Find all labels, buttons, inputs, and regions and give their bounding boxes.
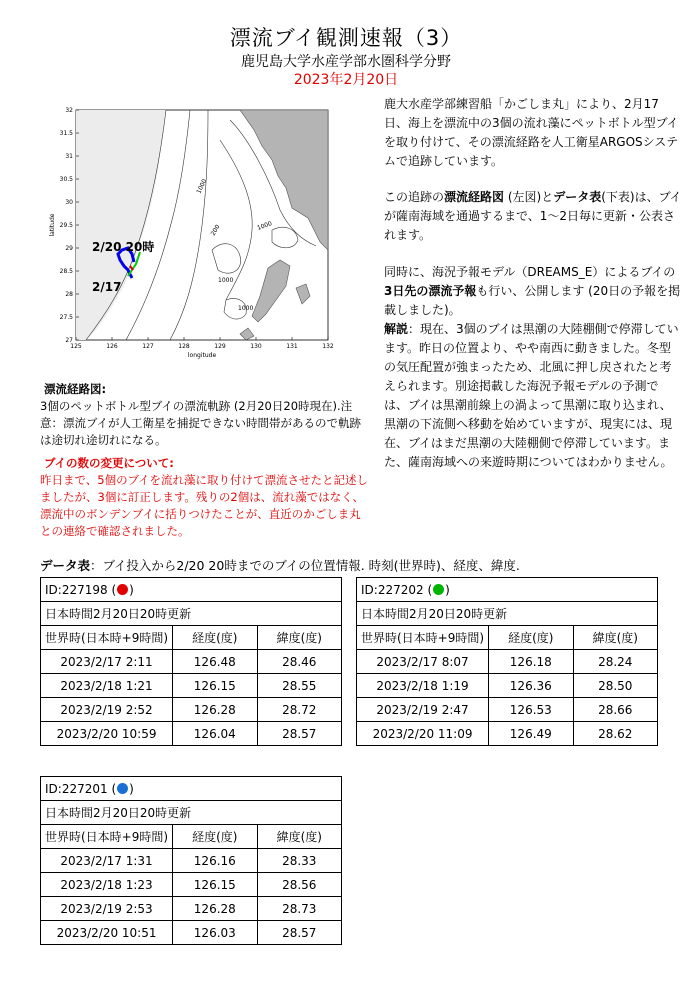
y-tick-label: 30.5: [59, 176, 73, 183]
table-cell: 28.55: [257, 674, 341, 698]
table-cell: 2023/2/17 2:11: [41, 650, 173, 674]
table-cell: 2023/2/19 2:52: [41, 698, 173, 722]
buoy-table-227198: [40, 577, 342, 746]
y-tick-label: 30: [65, 199, 73, 206]
table-cell: 2023/2/19 2:53: [41, 897, 173, 921]
text-span: ID:227202 (: [361, 582, 433, 597]
table-row: [41, 873, 342, 897]
map-caption: [40, 381, 370, 449]
table-cell: 28.33: [257, 849, 341, 873]
text-span: ): [129, 582, 134, 597]
table-cell: 2023/2/20 10:59: [41, 722, 173, 746]
x-tick-label: 131: [286, 343, 298, 350]
text-span: データ表: [553, 190, 602, 204]
table-cell: 126.48: [173, 650, 257, 674]
table-updated-cell: 日本時間2月20日20時更新: [41, 801, 342, 825]
color-dot-icon: [117, 783, 128, 794]
table-row: [41, 921, 342, 945]
table-id-cell: [41, 777, 342, 801]
annotation-end: 2/20 20時: [92, 240, 155, 254]
table-header-cell: 世界時(日本時+9時間): [41, 825, 173, 849]
text-span: (左図)と: [504, 190, 554, 204]
text-span: ): [129, 781, 134, 796]
notice-heading: ブイの数の変更について:: [44, 456, 174, 470]
table-cell: 2023/2/19 2:47: [357, 698, 489, 722]
table-cell: 126.04: [173, 722, 257, 746]
table-row: [357, 698, 658, 722]
table-updated-cell: 日本時間2月20日20時更新: [41, 602, 342, 626]
table-cell: 126.15: [173, 674, 257, 698]
data-table-heading: [40, 556, 680, 574]
x-tick-label: 132: [322, 343, 334, 350]
table-cell: 2023/2/17 1:31: [41, 849, 173, 873]
y-tick-label: 32: [65, 107, 73, 114]
y-axis-label: latitude: [49, 213, 56, 237]
table-cell: 126.53: [489, 698, 573, 722]
page-title: 漂流ブイ観測速報（3）: [229, 26, 463, 50]
y-tick-label: 31.5: [59, 130, 73, 137]
x-tick-label: 127: [142, 343, 154, 350]
map-caption-heading: 漂流経路図:: [44, 382, 107, 396]
table-row: [41, 674, 342, 698]
contour-label: 1000: [238, 305, 254, 312]
table-row: [357, 722, 658, 746]
table-cell: 2023/2/17 8:07: [357, 650, 489, 674]
text-span: ：現在、3個のブイは黒潮の大陸棚側で停滞しています。昨日の位置より、やや南西に動きました。冬型の気圧配置が強まったため、北風に押し戻されたと考えられます。別途掲載した海況予報モデルの予測では、ブイは黒潮前線上の渦よって黒潮に取り込まれ、黒潮の下流側へ移動を始めていますが、現実には、現在、ブイはまだ黒潮の大陸棚側で停滞しています。また、薩南海域への来遊時期についてはわかりません。: [384, 322, 679, 469]
buoy-table-227202: [356, 577, 658, 746]
drift-track-map: [40, 100, 362, 362]
table-header-cell: 経度(度): [173, 626, 257, 650]
table-cell: 126.16: [173, 849, 257, 873]
table-cell: 126.15: [173, 873, 257, 897]
contour-label: 1000: [218, 277, 234, 284]
report-date: 2023年2月20日: [293, 72, 399, 88]
table-id-cell: [357, 578, 658, 602]
forecast-paragraph: [384, 263, 682, 320]
contour-label: 1000: [195, 178, 209, 195]
contour-label: 1000: [256, 220, 274, 232]
text-span: ): [445, 582, 450, 597]
table-header-cell: 世界時(日本時+9時間): [357, 626, 489, 650]
x-tick-label: 128: [178, 343, 190, 350]
y-tick-label: 28: [65, 291, 73, 298]
contour-label: 200: [209, 223, 222, 237]
table-row: [357, 674, 658, 698]
table-cell: 28.73: [257, 897, 341, 921]
text-span: この追跡の: [384, 190, 445, 204]
x-tick-label: 125: [70, 343, 82, 350]
update-paragraph: [384, 188, 682, 245]
annotation-start: 2/17: [92, 280, 122, 294]
table-cell: 126.18: [489, 650, 573, 674]
table-header-cell: 緯度(度): [257, 626, 341, 650]
x-tick-label: 126: [106, 343, 118, 350]
buoy-count-notice: [40, 455, 370, 540]
table-cell: 2023/2/18 1:21: [41, 674, 173, 698]
table-cell: 2023/2/20 10:51: [41, 921, 173, 945]
table-header-cell: 経度(度): [173, 825, 257, 849]
y-tick-label: 28.5: [59, 268, 73, 275]
text-span: データ表: [40, 558, 91, 573]
table-cell: 28.62: [573, 722, 657, 746]
table-header-cell: 緯度(度): [573, 626, 657, 650]
commentary-paragraph: [384, 320, 682, 472]
table-cell: 28.57: [257, 722, 341, 746]
organization: 鹿児島大学水産学部水圏科学分野: [241, 54, 451, 70]
table-cell: 2023/2/18 1:23: [41, 873, 173, 897]
text-span: 同時に、海況予報モデル（DREAMS_E）によるブイの: [384, 265, 676, 279]
x-axis-label: longitude: [187, 352, 217, 359]
table-cell: 28.50: [573, 674, 657, 698]
x-tick-label: 130: [250, 343, 262, 350]
text-span: 漂流経路図: [444, 190, 505, 204]
table-row: [41, 698, 342, 722]
table-cell: 28.56: [257, 873, 341, 897]
color-dot-icon: [433, 584, 444, 595]
table-cell: 126.36: [489, 674, 573, 698]
table-row: [357, 650, 658, 674]
x-tick-label: 129: [214, 343, 226, 350]
map-caption-text: 3個のペットボトル型ブイの漂流軌跡 (2月20日20時現在).注意：漂流ブイが人工衛星を捕捉できない時間帯があるので軌跡は途切れ途切れになる。: [40, 399, 361, 447]
y-tick-label: 29.5: [59, 222, 73, 229]
table-row: [41, 849, 342, 873]
text-span: ID:227201 (: [45, 781, 117, 796]
table-cell: 28.57: [257, 921, 341, 945]
table-cell: 28.72: [257, 698, 341, 722]
table-cell: 126.28: [173, 698, 257, 722]
table-updated-cell: 日本時間2月20日20時更新: [357, 602, 658, 626]
table-cell: 126.03: [173, 921, 257, 945]
table-cell: 28.24: [573, 650, 657, 674]
notice-text: 昨日まで、5個のブイを流れ藻に取り付けて漂流させたと記述しましたが、3個に訂正します。残りの2個は、流れ藻ではなく、漂流中のボンデンブイに括りつけたことが、直近のかごしま丸との連絡で確認されました。: [40, 473, 369, 538]
table-cell: 28.46: [257, 650, 341, 674]
y-tick-label: 31: [65, 153, 73, 160]
text-span: ID:227198 (: [45, 582, 117, 597]
buoy-table-227201: [40, 776, 342, 945]
text-span: 3日先の漂流予報: [384, 284, 477, 298]
text-span: 解説: [384, 322, 409, 336]
y-tick-label: 27: [65, 337, 73, 344]
table-id-cell: [41, 578, 342, 602]
text-span: ：ブイ投入から2/20 20時までのブイの位置情報. 時刻(世界時)、経度、緯度.: [90, 558, 520, 573]
table-header-cell: 世界時(日本時+9時間): [41, 626, 173, 650]
table-cell: 2023/2/20 11:09: [357, 722, 489, 746]
text-span: も行い、公開します (20日の予報を掲載しました)。: [384, 284, 681, 317]
table-cell: 28.66: [573, 698, 657, 722]
color-dot-icon: [117, 584, 128, 595]
y-tick-label: 27.5: [59, 314, 73, 321]
table-header-cell: 緯度(度): [257, 825, 341, 849]
table-cell: 126.28: [173, 897, 257, 921]
table-row: [41, 650, 342, 674]
table-row: [41, 897, 342, 921]
y-tick-label: 29: [65, 245, 73, 252]
table-row: [41, 722, 342, 746]
table-cell: 126.49: [489, 722, 573, 746]
intro-paragraph: 鹿大水産学部練習船「かごしま丸」により、2月17日、海上を漂流中の3個の流れ藻にペットボトル型ブイを取り付けて、その漂流経路を人工衛星ARGOSシステムで追跡しています。: [384, 97, 679, 168]
table-header-cell: 経度(度): [489, 626, 573, 650]
table-cell: 2023/2/18 1:19: [357, 674, 489, 698]
text-span: (下表)は、ブイが薩南海域を通過するまで、1～2日毎に更新・公表されます。: [384, 190, 682, 242]
